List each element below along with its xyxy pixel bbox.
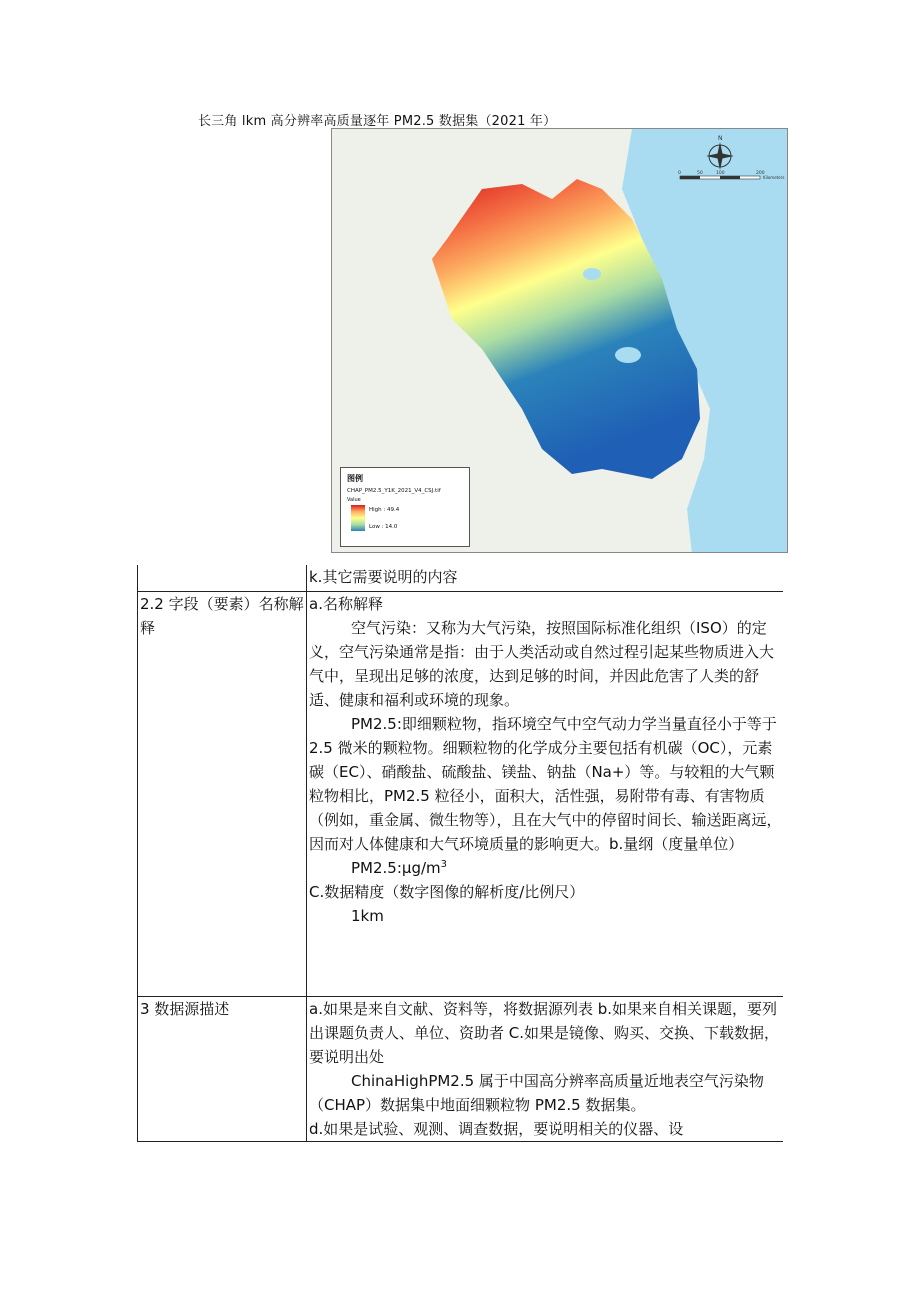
lake bbox=[583, 268, 601, 280]
chinahigh-paragraph: ChinaHighPM2.5 属于中国高分辨率高质量近地表空气污染物（CHAP）数据集中地面细颗粒物 PM2.5 数据集。 bbox=[309, 1072, 764, 1114]
source-instructions: a.如果是来自文献、资料等，将数据源列表 b.如果来自相关课题，要列出课题负责人、单位、资助者 C.如果是镜像、购买、交换、下载数据，要说明出处 bbox=[309, 1000, 780, 1066]
precision-heading: C.数据精度（数字图像的解析度/比例尺） bbox=[309, 883, 585, 901]
legend-low: Low : 14.0 bbox=[369, 524, 398, 530]
row-label: 2.2 字段（要素）名称解释 bbox=[138, 592, 307, 997]
compass-label: N bbox=[718, 135, 723, 142]
legend-field: Value bbox=[347, 497, 361, 503]
legend-file: CHAP_PM2.5_Y1K_2021_V4_CSJ.tif bbox=[347, 488, 441, 494]
scale-label: 50 bbox=[697, 171, 703, 176]
legend-title: 图例 bbox=[347, 474, 363, 483]
row-label: 3 数据源描述 bbox=[138, 997, 307, 1142]
other-notes-heading: k.其它需要说明的内容 bbox=[309, 568, 458, 586]
table-row bbox=[138, 997, 784, 1142]
table-row bbox=[138, 592, 784, 997]
precision-value: 1km bbox=[351, 907, 384, 925]
map-legend bbox=[340, 467, 470, 547]
row-label bbox=[138, 565, 307, 592]
row-content bbox=[307, 997, 784, 1142]
map-caption: 长三角 lkm 高分辨率高质量逐年 PM2.5 数据集（2021 年） bbox=[198, 114, 557, 129]
table-row bbox=[138, 565, 784, 592]
metadata-table bbox=[137, 565, 783, 1142]
row-content bbox=[307, 592, 784, 997]
legend-color-ramp bbox=[351, 505, 365, 531]
name-explanation-heading: a.名称解释 bbox=[309, 595, 383, 613]
pm25-paragraph: PM2.5:即细颗粒物，指环境空气中空气动力学当量直径小于等于 2.5 微米的颗粒物。细颗粒物的化学成分主要包括有机碳（OC），元素碳（EC）、硝酸盐、硫酸盐、镁盐、钠盐（Na+）等。与较粗的大气颗粒物相比，PM2.5 粒径小，面积大，活性强，易附带有毒、有害物质（例如，重金属、微生物等），且在大气中的停留时间长、输送距离远，因而对人体健康和大气环境质量的影响更大。b.量纲（度量单位） bbox=[309, 715, 782, 853]
scale-label: 0 bbox=[678, 171, 681, 176]
lake bbox=[615, 347, 641, 363]
row-content bbox=[307, 565, 784, 592]
experiment-instructions: d.如果是试验、观测、调查数据，要说明相关的仪器、设 bbox=[309, 1120, 684, 1138]
unit-line bbox=[309, 856, 783, 880]
unit-value: μg/m bbox=[401, 859, 441, 877]
unit-superscript: 3 bbox=[440, 859, 448, 870]
legend-high: High : 49.4 bbox=[369, 507, 400, 513]
pm25-map bbox=[331, 128, 788, 553]
scale-unit: Kilometers bbox=[763, 175, 785, 180]
scale-label: 100 bbox=[716, 171, 725, 176]
unit-prefix: PM2.5: bbox=[351, 859, 402, 877]
scale-label: 200 bbox=[756, 171, 765, 176]
air-pollution-paragraph: 空气污染：又称为大气污染，按照国际标准化组织（ISO）的定义，空气污染通常是指：由于人类活动或自然过程引起某些物质进入大气中，呈现出足够的浓度，达到足够的时间，并因此危害了人类的舒适、健康和福利或环境的现象。 bbox=[309, 619, 775, 709]
